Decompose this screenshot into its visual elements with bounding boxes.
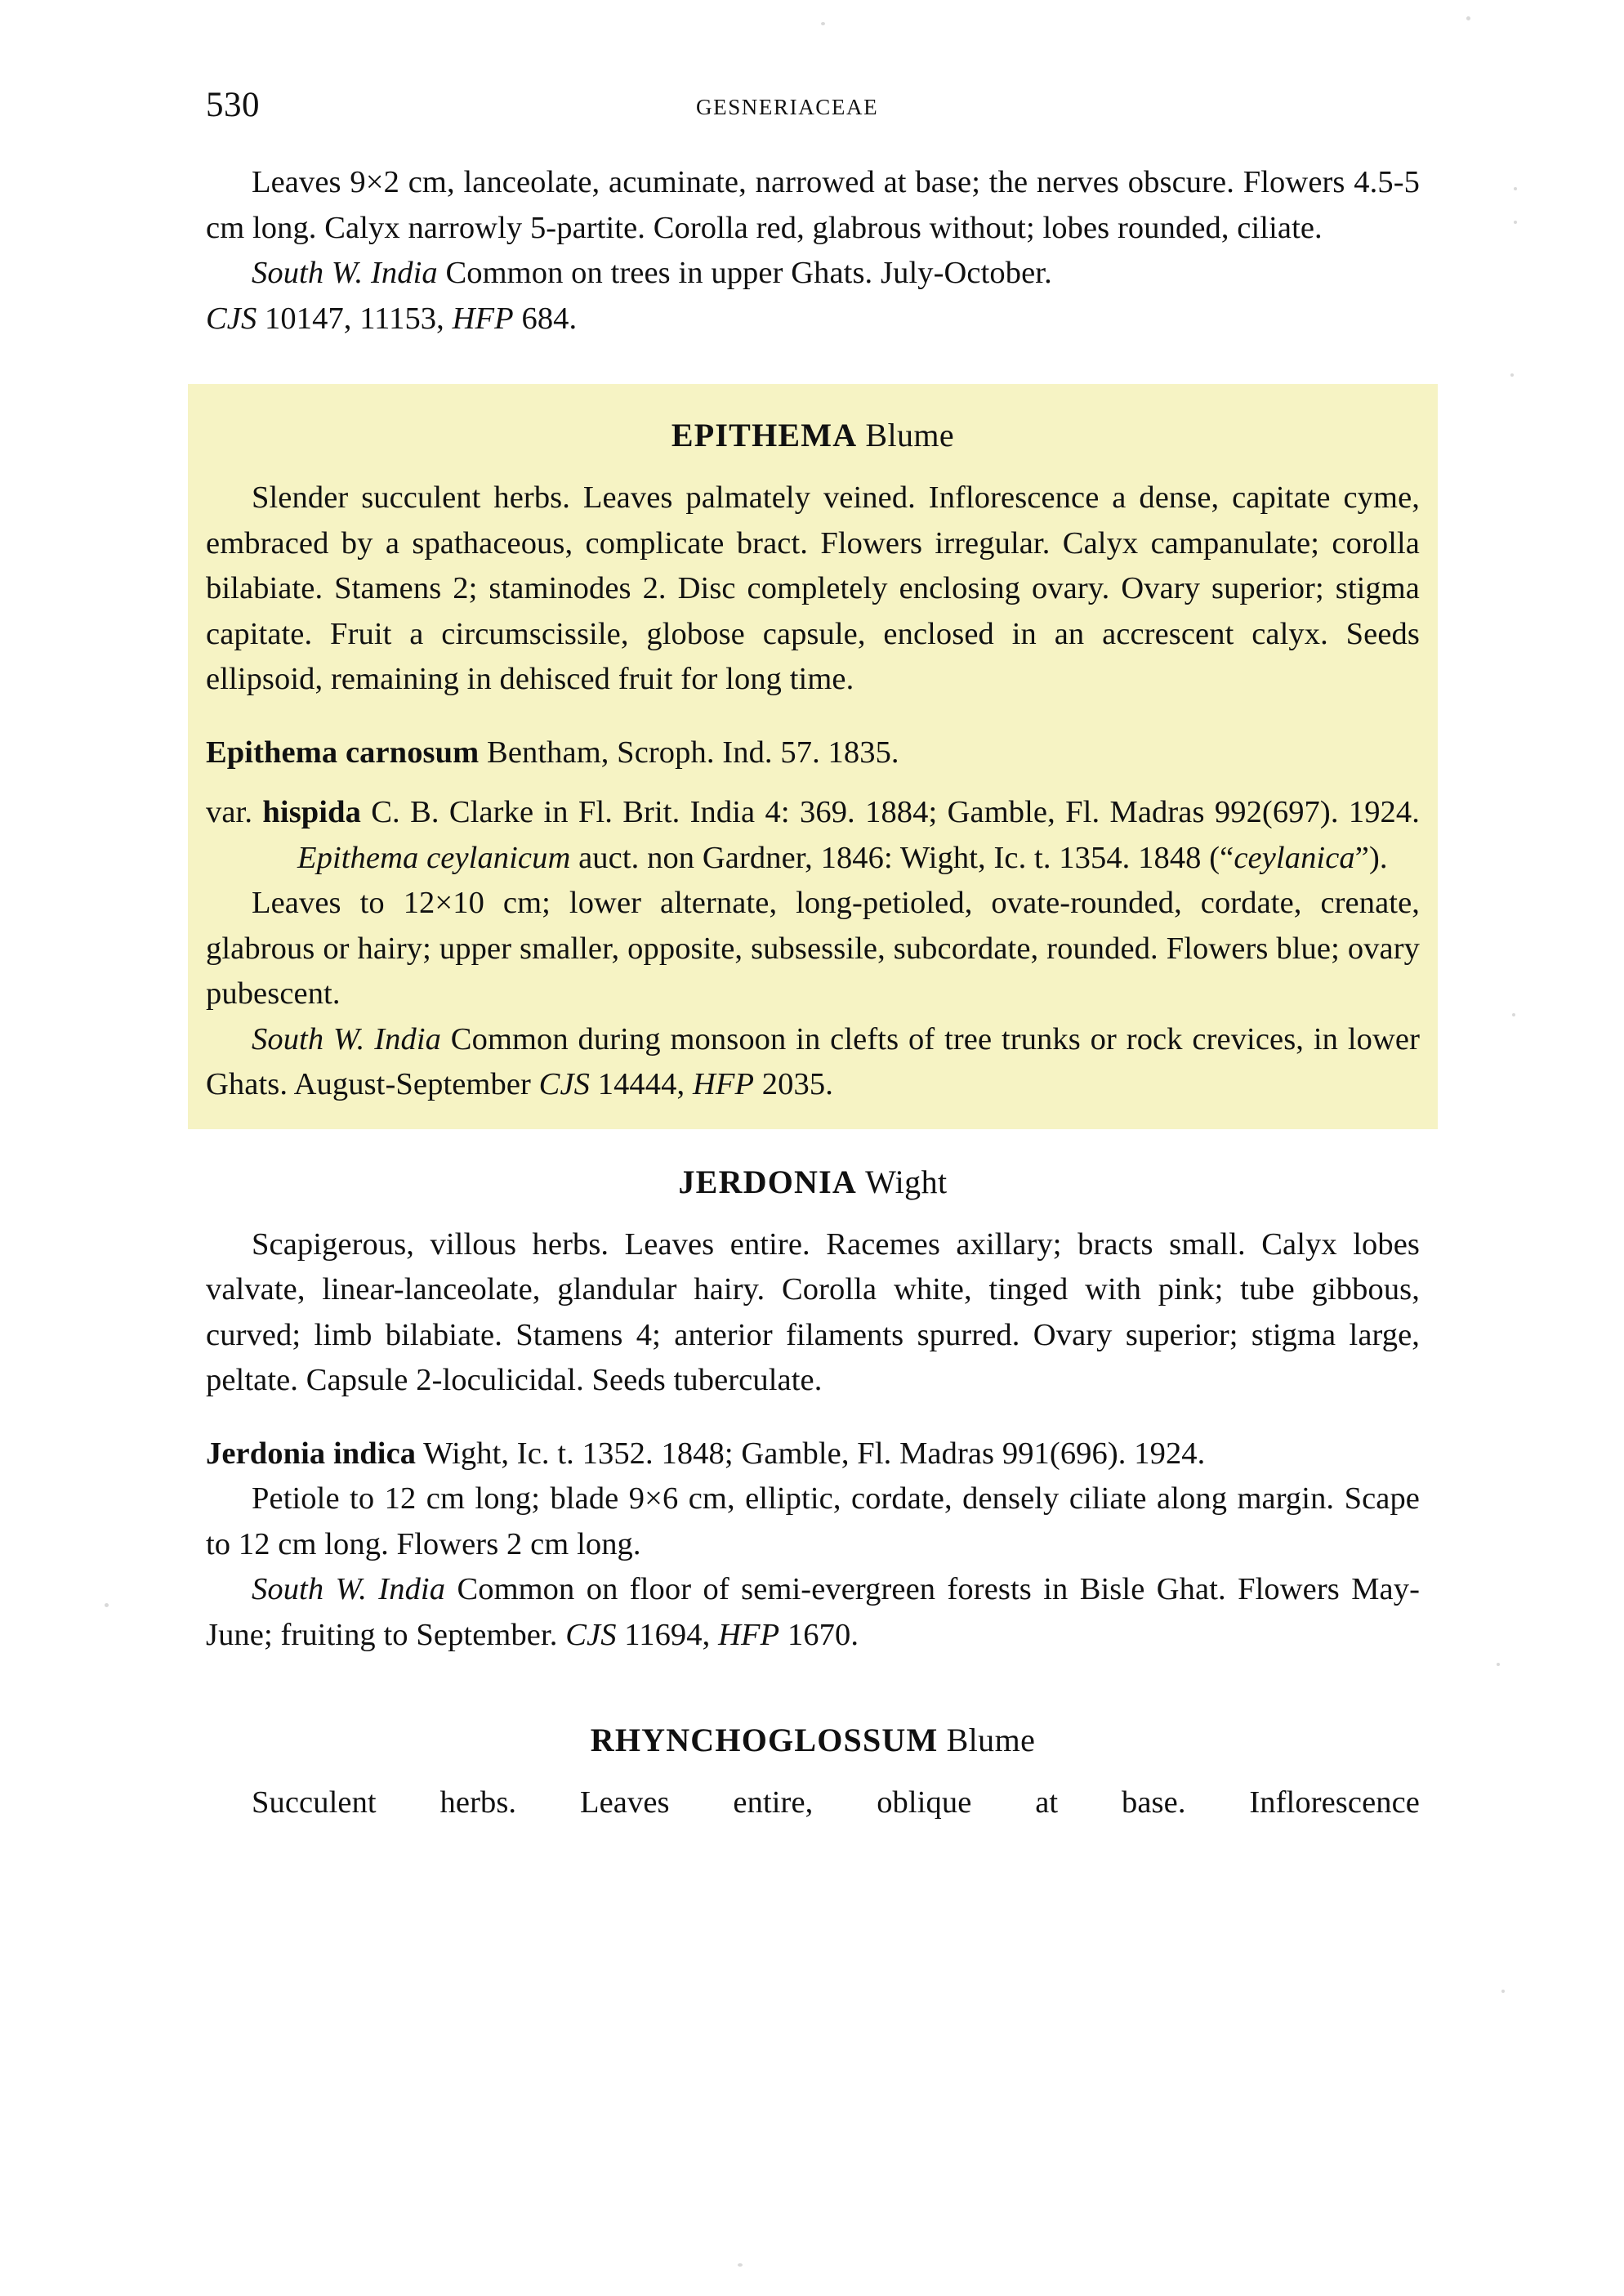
distribution-region: South W. India: [252, 1021, 441, 1056]
scan-speckle: [1514, 187, 1517, 190]
variety-citation-hispida: [206, 790, 1420, 881]
variety-synonym: Epithema ceylanicum: [297, 840, 571, 875]
paragraph-rhynchoglossum-description: Succulent herbs. Leaves entire, oblique at base. Inflorescence: [252, 1785, 1420, 1820]
genus-name: EPITHEMA: [671, 417, 858, 453]
distribution-text: Common during monsoon in clefts of tree trunks or rock crevices, in lower Ghats. August-September: [206, 1021, 1420, 1101]
species-authority: Wight, Ic. t. 1352. 1848; Gamble, Fl. Madras 991(696). 1924.: [416, 1436, 1206, 1471]
genus-authority: Blume: [946, 1722, 1036, 1758]
scan-speckle: [1501, 1990, 1505, 1993]
highlighted-epithema-block: [188, 384, 1438, 1129]
spacer: [206, 395, 1420, 410]
variety-authority-b: auct. non Gardner, 1846: Wight, Ic. t. 1354. 1848 (“: [570, 840, 1234, 875]
collector-code-hfp: HFP: [692, 1067, 755, 1101]
variety-authority-a: C. B. Clarke in Fl. Brit. India 4: 369. 1884; Gamble, Fl. Madras 992(697). 1924.: [360, 795, 1420, 829]
genus-heading-jerdonia: [206, 1157, 1420, 1208]
genus-name: RHYNCHOGLOSSUM: [590, 1722, 939, 1758]
spacer: [206, 1766, 1420, 1780]
spacer: [206, 1129, 1420, 1157]
collector-number-hfp: 2035.: [754, 1067, 833, 1101]
variety-name: hispida: [262, 795, 361, 829]
variety-prefix: var.: [206, 795, 263, 829]
spacer: [206, 1404, 1420, 1432]
collector-code-cjs: CJS: [565, 1617, 617, 1652]
distribution-text: Common on floor of semi-evergreen forests in Bisle Ghat. Flowers May-June; fruiting to September.: [206, 1572, 1420, 1652]
collector-code-hfp: HFP: [718, 1617, 780, 1652]
collector-code-cjs: CJS: [206, 301, 257, 336]
species-heading-epithema-carnosum: [206, 730, 1420, 776]
distribution-region: South W. India: [252, 1572, 446, 1606]
scan-speckle: [1512, 1013, 1515, 1016]
species-name: Jerdonia indica: [206, 1436, 417, 1471]
collector-number-cjs: 14444,: [590, 1067, 693, 1101]
scan-speckle: [1510, 373, 1514, 377]
paragraph-leaves-description: Leaves 9×2 cm, lanceolate, acuminate, narrowed at base; the nerves obscure. Flowers 4.5-5 cm long. Calyx narrowly 5-partite. Corolla red, glabrous without; lobes rounded, ciliate.: [206, 165, 1420, 245]
genus-authority: Wight: [865, 1163, 948, 1200]
paragraph-citation-previous: [206, 297, 1420, 342]
collector-number-cjs: 10147, 11153,: [257, 301, 453, 336]
variety-authority-c: ”).: [1354, 840, 1388, 875]
species-authority: Bentham, Scroph. Ind. 57. 1835.: [479, 735, 899, 770]
scan-speckle: [821, 22, 825, 25]
genus-name: JERDONIA: [678, 1163, 857, 1200]
spacer: [206, 342, 1420, 384]
collector-number-cjs: 11694,: [616, 1617, 719, 1652]
paragraph-jerdonia-description: Scapigerous, villous herbs. Leaves entire. Racemes axillary; bracts small. Calyx lobes valvate, linear-lanceolate, glandular hairy. Corolla white, tinged with pink; tube gibbous, curved; limb bilabiate. Stamens 4; anterior filaments spurred. Ovary superior; stigma large, peltate. Capsule 2-loculicidal. Seeds tuberculate.: [206, 1226, 1420, 1397]
scan-speckle: [1466, 16, 1470, 20]
scan-speckle: [1497, 1663, 1500, 1666]
spacer: [206, 703, 1420, 730]
paragraph-jerdonia-distribution: [206, 1567, 1420, 1658]
spacer: [206, 775, 1420, 790]
paragraph-epithema-description: Slender succulent herbs. Leaves palmately veined. Inflorescence a dense, capitate cyme, embraced by a spathaceous, complicate bract. Flowers irregular. Calyx campanulate; corolla bilabiate. Stamens 2; staminodes 2. Disc completely enclosing ovary. Ovary superior; stigma capitate. Fruit a circumscissile, globose capsule, enclosed in an accrescent calyx. Seeds ellipsoid, remaining in dehisced fruit for long time.: [206, 480, 1420, 696]
species-heading-jerdonia-indica: [206, 1432, 1420, 1477]
collector-code-cjs: CJS: [538, 1067, 590, 1101]
collector-code-hfp: HFP: [452, 301, 514, 336]
scan-speckle: [105, 1603, 109, 1607]
spacer: [206, 1658, 1420, 1715]
species-name: Epithema carnosum: [206, 735, 480, 770]
scan-speckle: [738, 2263, 743, 2267]
spacer: [206, 1208, 1420, 1222]
scan-speckle: [1514, 221, 1517, 224]
genus-heading-rhynchoglossum: [206, 1715, 1420, 1766]
variety-synonym-epithet: ceylanica: [1234, 840, 1355, 875]
spacer: [206, 461, 1420, 476]
collector-number-hfp: 1670.: [779, 1617, 859, 1652]
paragraph-jerdonia-morphology: Petiole to 12 cm long; blade 9×6 cm, elliptic, cordate, densely ciliate along margin. Scape to 12 cm long. Flowers 2 cm long.: [206, 1481, 1420, 1561]
paragraph-distribution-previous: [206, 251, 1420, 297]
distribution-region: South W. India: [252, 256, 438, 290]
paragraph-variety-description: Leaves to 12×10 cm; lower alternate, long-petioled, ovate-rounded, cordate, crenate, glabrous or hairy; upper smaller, opposite, subsessile, subcordate, rounded. Flowers blue; ovary pubescent.: [206, 886, 1420, 1011]
paragraph-epithema-distribution: [206, 1017, 1420, 1108]
collector-number-hfp: 684.: [513, 301, 578, 336]
running-head: GESNERIACEAE: [696, 95, 879, 119]
text-column: [206, 160, 1420, 1826]
distribution-text: Common on trees in upper Ghats. July-October.: [437, 256, 1052, 290]
genus-authority: Blume: [865, 417, 955, 453]
page-header: [206, 85, 1415, 134]
genus-heading-epithema: [206, 410, 1420, 461]
page-number: 530: [206, 86, 260, 124]
